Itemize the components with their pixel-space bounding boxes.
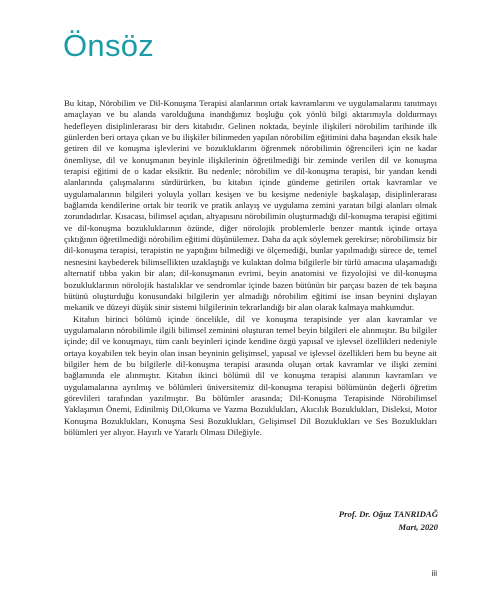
page-number: iii: [431, 569, 437, 578]
paragraph-2: Kitabın birinci bölümü içinde öncelikle, dil ve konuşma terapisinde yer alan kavramlar ve uygulamaların nörobilimle ilgili bilimsel zeminini oluşturan temel beyin bilgileri ele alınmıştır. Bu bilgiler içinde; dil ve konuşmayı, tüm canlı beyinleri içinde kendine özgü yapısal ve işlevsel özellikleri nedeniyle ortaya koyabilen tek beyin olan insan beyninin gelişimsel, yapısal ve işlevsel özellikleri hem bu beyne ait bilgiler hem de bu bilgilerle dil-konuşma terapisi arasında oluşan ortak kavramlar ve ilişki zemini bağlamında ele alınmıştır. Kitabın ikinci bölümü dil ve konuşma terapisi alanının kavramları ve uygulamalarına ayrılmış ve bölümleri üniversitemiz dil-konuşma terapisi bölümünün değerli öğretim görevlileri tarafından yazılmıştır. Bu bölümler arasında; Dil-Konuşma Terapisinde Nörobilimsel Yaklaşımın Önemi, Edinilmiş Dil,Okuma ve Yazma Bozuklukları, Akıcılık Bozuklukları, Disleksi, Motor Konuşma Bozuklukları, Konuşma Sesi Bozuklukları, Gelişimsel Dil Bozuklukları ve Ses Bozuklukları bölümleri yer alıyor. Hayırlı ve Yararlı Olması Dileğiyle.: [64, 313, 437, 437]
page-title: Önsöz: [63, 28, 155, 63]
preface-body: [64, 98, 437, 438]
signature-date: Mart, 2020: [398, 521, 438, 532]
paragraph-1: Bu kitap, Nörobilim ve Dil-Konuşma Terapisi alanlarının ortak kavramlarını ve uygulamalarını tanıtmayı amaçlayan ve bu alanda varolduğuna inandığımız boşluğu çok yönlü bilgi aktarımıyla doldurmayı hedefleyen disiplinlerarası bir ders kitabıdır. Gelinen noktada, beyinle ilişkileri nörobilim tarihinde ilk günlerden beri ortaya çıkan ve bu ilişkiler bilinmeden yapılan nörobilim eğitimini daha başından eksik hale getiren dil ve konuşma işlevlerini ve bozukluklarını öğrenmek nörobilimin öğrencileri için ne kadar önemliyse, dil ve konuşmanın beyinle ilişkilerinin öğretilmediği bir zeminde verilen dil ve konuşma terapisi eğitimi de o kadar eksiktir. Bu nedenle; nörobilim ve dil-konuşma terapisi, bir yandan kendi alanlarında çalışmalarını sürdürürken, bu kitabın içinde gündeme getirilen ortak kavramlar ve uygulamalarının bilgileri yoluyla yolları kesişen ve bu kesişme nedeniyle başkalaşıp, disiplinlerarası bağlamda kendilerine ortak bir teorik ve pratik anlayış ve uygulama zemini yaratan bilgi alanları olmak zorundadırlar. Kısacası, bilimsel açıdan, altyapısını nörobilimin oluşturmadığı dil-konuşma terapisi eğitimi ve dil-konuşma bozukluklarının özünde, diğer nörolojik problemlerle benzer mantık içinde ortaya çıktığının öğretilmediği nörobilim eğitimi düşünülemez. Daha da açık söylemek gerekirse; nörobilimsiz bir dil-konuşma terapisi, terapistin ne yaptığını bilmediği ve ölçemediği, bunlar yapılmadığı sürece de, temel nesnesini kaybederek bilimsellikten uzaklaştığı ve kulaktan dolma bilgilerle bir türlü amacına ulaşamadığı alternatif tıbba yakın bir alan; dil-konuşmanın evrimi, beyin anatomisi ve fizyolojisi ve dil-konuşma bozukluklarının nörolojik hastalıklar ve sendromlar içinde bazen bütünün bir parçası bazen de tek başına bütünü oluşturduğu konusundaki bilgilerin yer almadığı nörobilim eğitimi ise insan beynini dışlayan mekanik ve düzeyi düşük sinir sistemi bilgilerinin tekrarlandığı bir alan olarak kalmaya mahkumdur.: [64, 98, 437, 313]
author-name: Prof. Dr. Oğuz TANRIDAĞ: [338, 509, 438, 519]
signature-block: [339, 508, 438, 533]
